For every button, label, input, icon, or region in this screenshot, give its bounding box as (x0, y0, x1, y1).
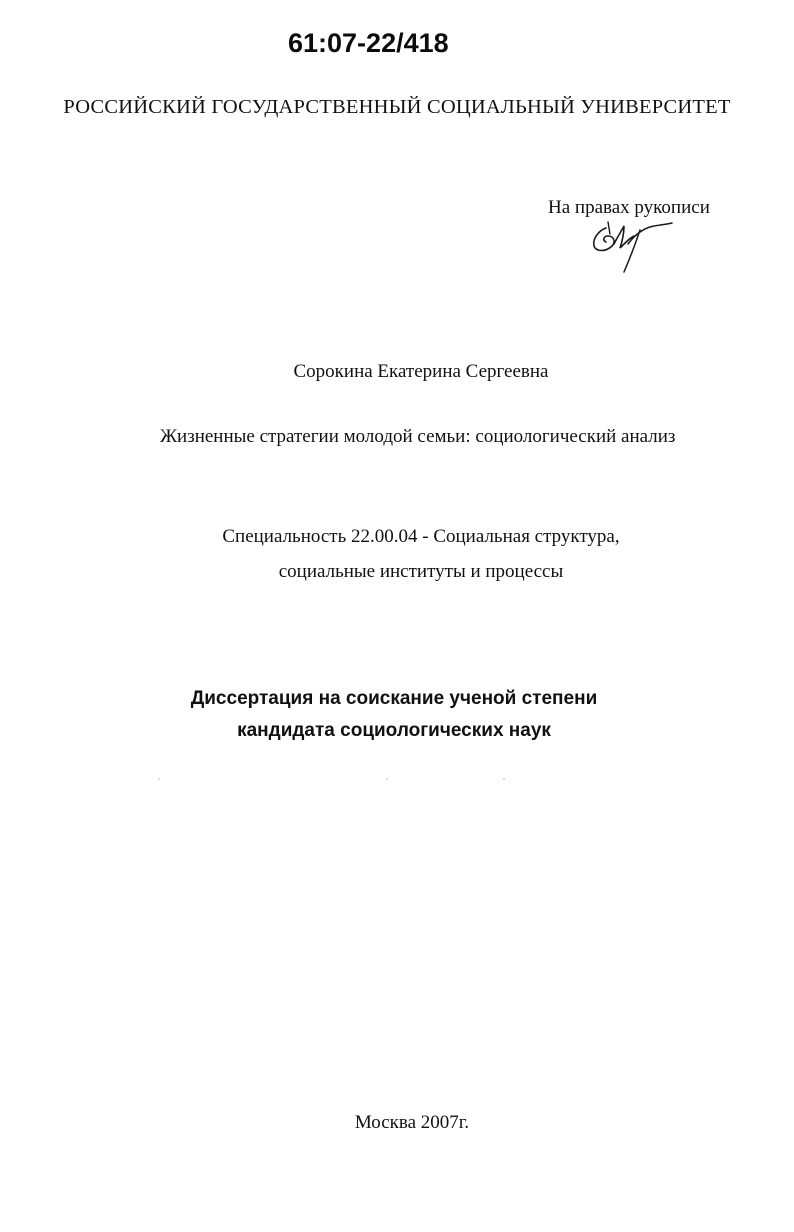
thesis-title: Жизненные стратегии молодой семьи: социологический анализ (160, 426, 676, 447)
rights-note: На правах рукописи (548, 197, 710, 218)
scan-speck (503, 778, 505, 780)
degree-line-2: кандидата социологических наук (237, 720, 551, 741)
archive-code: 61:07-22/418 (288, 28, 449, 58)
scan-speck (386, 778, 388, 780)
city-year: Москва 2007г. (354, 1112, 470, 1133)
specialty-line-1: Специальность 22.00.04 - Социальная структура, (222, 526, 620, 547)
scan-speck (158, 778, 160, 780)
specialty-line-2: социальные институты и процессы (278, 561, 564, 582)
author-name: Сорокина Екатерина Сергеевна (293, 361, 549, 382)
university-name: РОССИЙСКИЙ ГОСУДАРСТВЕННЫЙ СОЦИАЛЬНЫЙ УНИВЕРСИТЕТ (63, 96, 731, 118)
handwritten-signature (584, 214, 684, 278)
degree-line-1: Диссертация на соискание ученой степени (190, 688, 598, 709)
